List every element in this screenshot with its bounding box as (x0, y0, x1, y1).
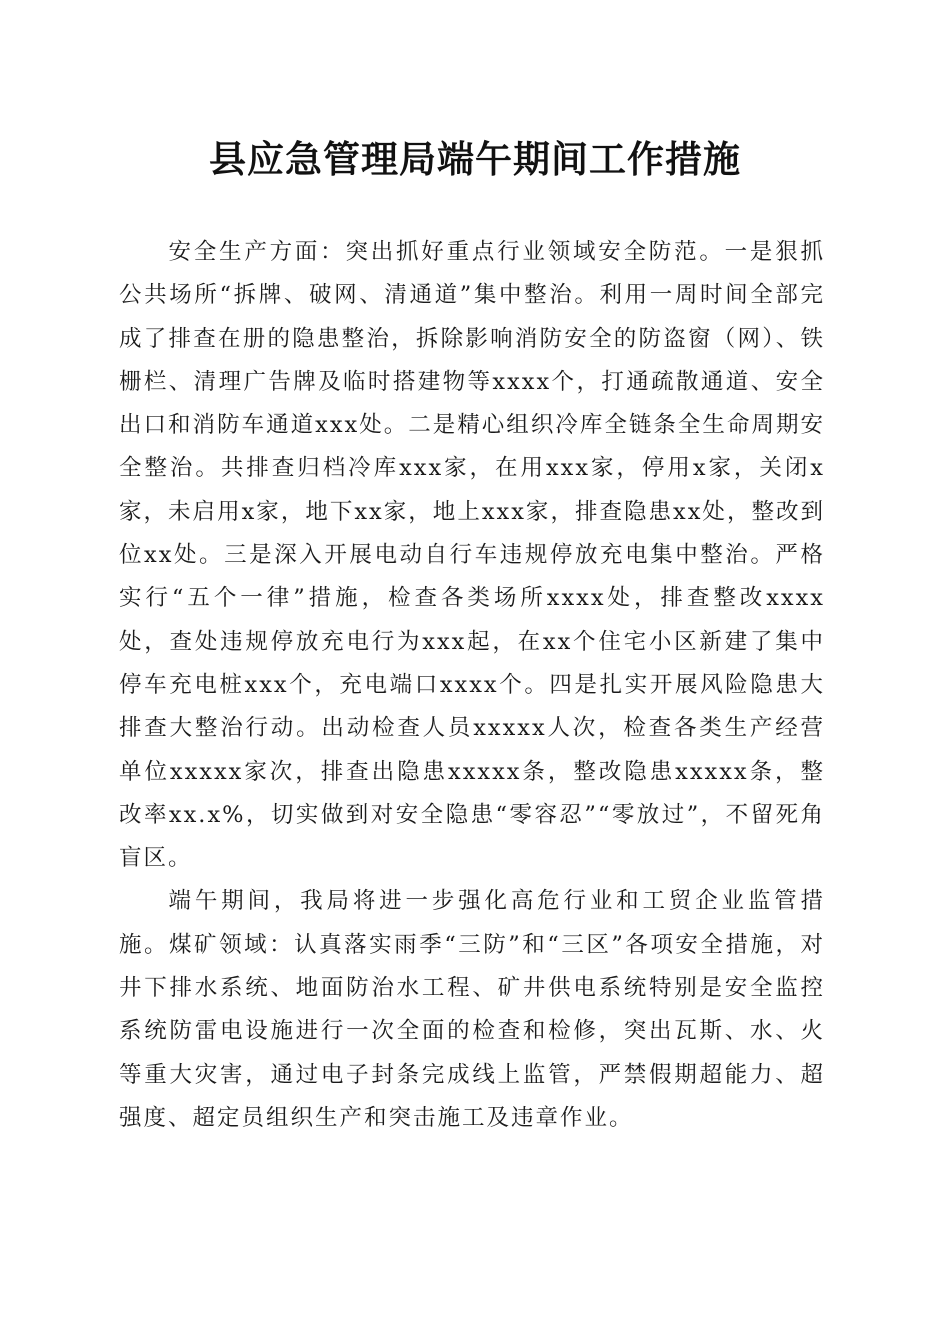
paragraph-dragon-boat-measures: 端午期间，我局将进一步强化高危行业和工贸企业监管措施。煤矿领域：认真落实雨季“三防”和“三区”各项安全措施，对井下排水系统、地面防治水工程、矿井供电系统特别是安全监控系统防雷电设施进行一次全面的检查和检修，突出瓦斯、水、火等重大灾害，通过电子封条完成线上监管，严禁假期超能力、超强度、超定员组织生产和突击施工及违章作业。 (119, 888, 825, 1131)
paragraph-safety-production: 安全生产方面：突出抓好重点行业领域安全防范。一是狠抓公共场所“拆牌、破网、清通道”集中整治。利用一周时间全部完成了排查在册的隐患整治，拆除影响消防安全的防盗窗（网）、铁栅栏、清理广告牌及临时搭建物等xxxx个，打通疏散通道、安全出口和消防车通道xxx处。二是精心组织冷库全链条全生命周期安全整治。共排查归档冷库xxx家，在用xxx家，停用x家，关闭x家，未启用x家，地下xx家，地上xxx家，排查隐患xx处，整改到位xx处。三是深入开展电动自行车违规停放充电集中整治。严格实行“五个一律”措施，检查各类场所xxxx处，排查整改xxxx处，查处违规停放充电行为xxx起，在xx个住宅小区新建了集中停车充电桩xxx个，充电端口xxxx个。四是扎实开展风险隐患大排查大整治行动。出动检查人员xxxxx人次，检查各类生产经营单位xxxxx家次，排查出隐患xxxxx条，整改隐患xxxxx条，整改率xx.x%，切实做到对安全隐患“零容忍”“零放过”，不留死角盲区。 (119, 239, 825, 872)
document-body (119, 231, 825, 1140)
document-title: 县应急管理局端午期间工作措施 (209, 137, 741, 181)
